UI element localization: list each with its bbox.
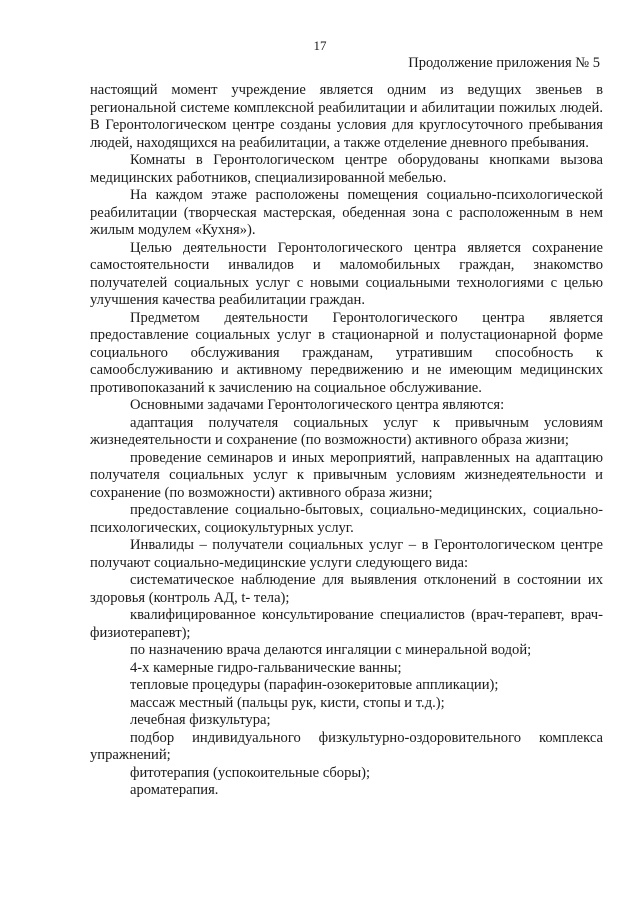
list-item-service-consulting: квалифицированное консультирование специалистов (врач-терапевт, врач-физиотерапевт);: [90, 607, 603, 641]
list-item-service-inhalation: по назначению врача делаются ингаляции с минеральной водой;: [130, 642, 532, 658]
list-item-task-services: предоставление социально-бытовых, социально-медицинских, социально-психологических, социокультурных услуг.: [90, 502, 603, 536]
page-number: 17: [313, 38, 327, 53]
list-item-service-phyto: фитотерапия (успокоительные сборы);: [130, 764, 371, 781]
list-item-service-thermal: тепловые процедуры (парафин-озокеритовые аппликации);: [130, 677, 499, 693]
list-item-service-monitoring: систематическое наблюдение для выявления отклонений в состоянии их здоровья (контроль АД, t- тела);: [90, 572, 603, 606]
list-item-service-exercise-complex: подбор индивидуального физкультурно-оздоровительного комплекса упражнений;: [90, 729, 603, 763]
appendix-continuation-note: Продолжение приложения № 5: [408, 55, 600, 71]
list-item-service-massage: массаж местный (пальцы рук, кисти, стопы и т.д.);: [130, 694, 445, 711]
paragraph-tasks-heading: Основными задачами Геронтологического центра являются:: [130, 397, 505, 413]
document-body: [90, 82, 603, 800]
paragraph-rooms: Комнаты в Геронтологическом центре оборудованы кнопками вызова медицинских работников, специализированной мебелью.: [90, 152, 603, 186]
list-item-service-aroma: ароматерапия.: [130, 782, 219, 798]
list-item-task-seminars: проведение семинаров и иных мероприятий, направленных на адаптацию получателя социальных услуг к привычным условиям жизнедеятельности и сохранение (по возможности) активного образа жизни;: [90, 449, 603, 501]
paragraph-floors: На каждом этаже расположены помещения социально-психологической реабилитации (творческая мастерская, обеденная зона с расположенным в нем жилым модулем «Кухня»).: [90, 187, 603, 238]
paragraph-services-heading: Инвалиды – получатели социальных услуг – в Геронтологическом центре получают социально-медицинские услуги следующего вида:: [90, 537, 603, 571]
list-item-task-adaptation: адаптация получателя социальных услуг к привычным условиям жизнедеятельности и сохранение (по возможности) активного образа жизни;: [90, 414, 603, 448]
paragraph-intro-continued: настоящий момент учреждение является одним из ведущих звеньев в региональной системе комплексной реабилитации и абилитации пожилых людей. В Геронтологическом центре созданы условия для круглосуточного пребывания людей, находящихся на реабилитации, а также отделение дневного пребывания.: [90, 82, 603, 151]
paragraph-goal: Целью деятельности Геронтологического центра является сохранение самостоятельности инвалидов и маломобильных граждан, знакомство получателей социальных услуг с новыми социальными технологиями с целью улучшения качества реабилитации граждан.: [90, 239, 603, 308]
paragraph-subject: Предметом деятельности Геронтологического центра является предоставление социальных услуг в стационарной и полустационарной форме социального обслуживания гражданам, утратившим способность к самообслуживанию и активному передвижению и не имеющим медицинских противопоказаний к зачислению на социальное обслуживание.: [90, 309, 603, 396]
list-item-service-baths: 4-х камерные гидро-гальванические ванны;: [130, 659, 402, 676]
list-item-service-physio: лечебная физкультура;: [130, 712, 271, 728]
